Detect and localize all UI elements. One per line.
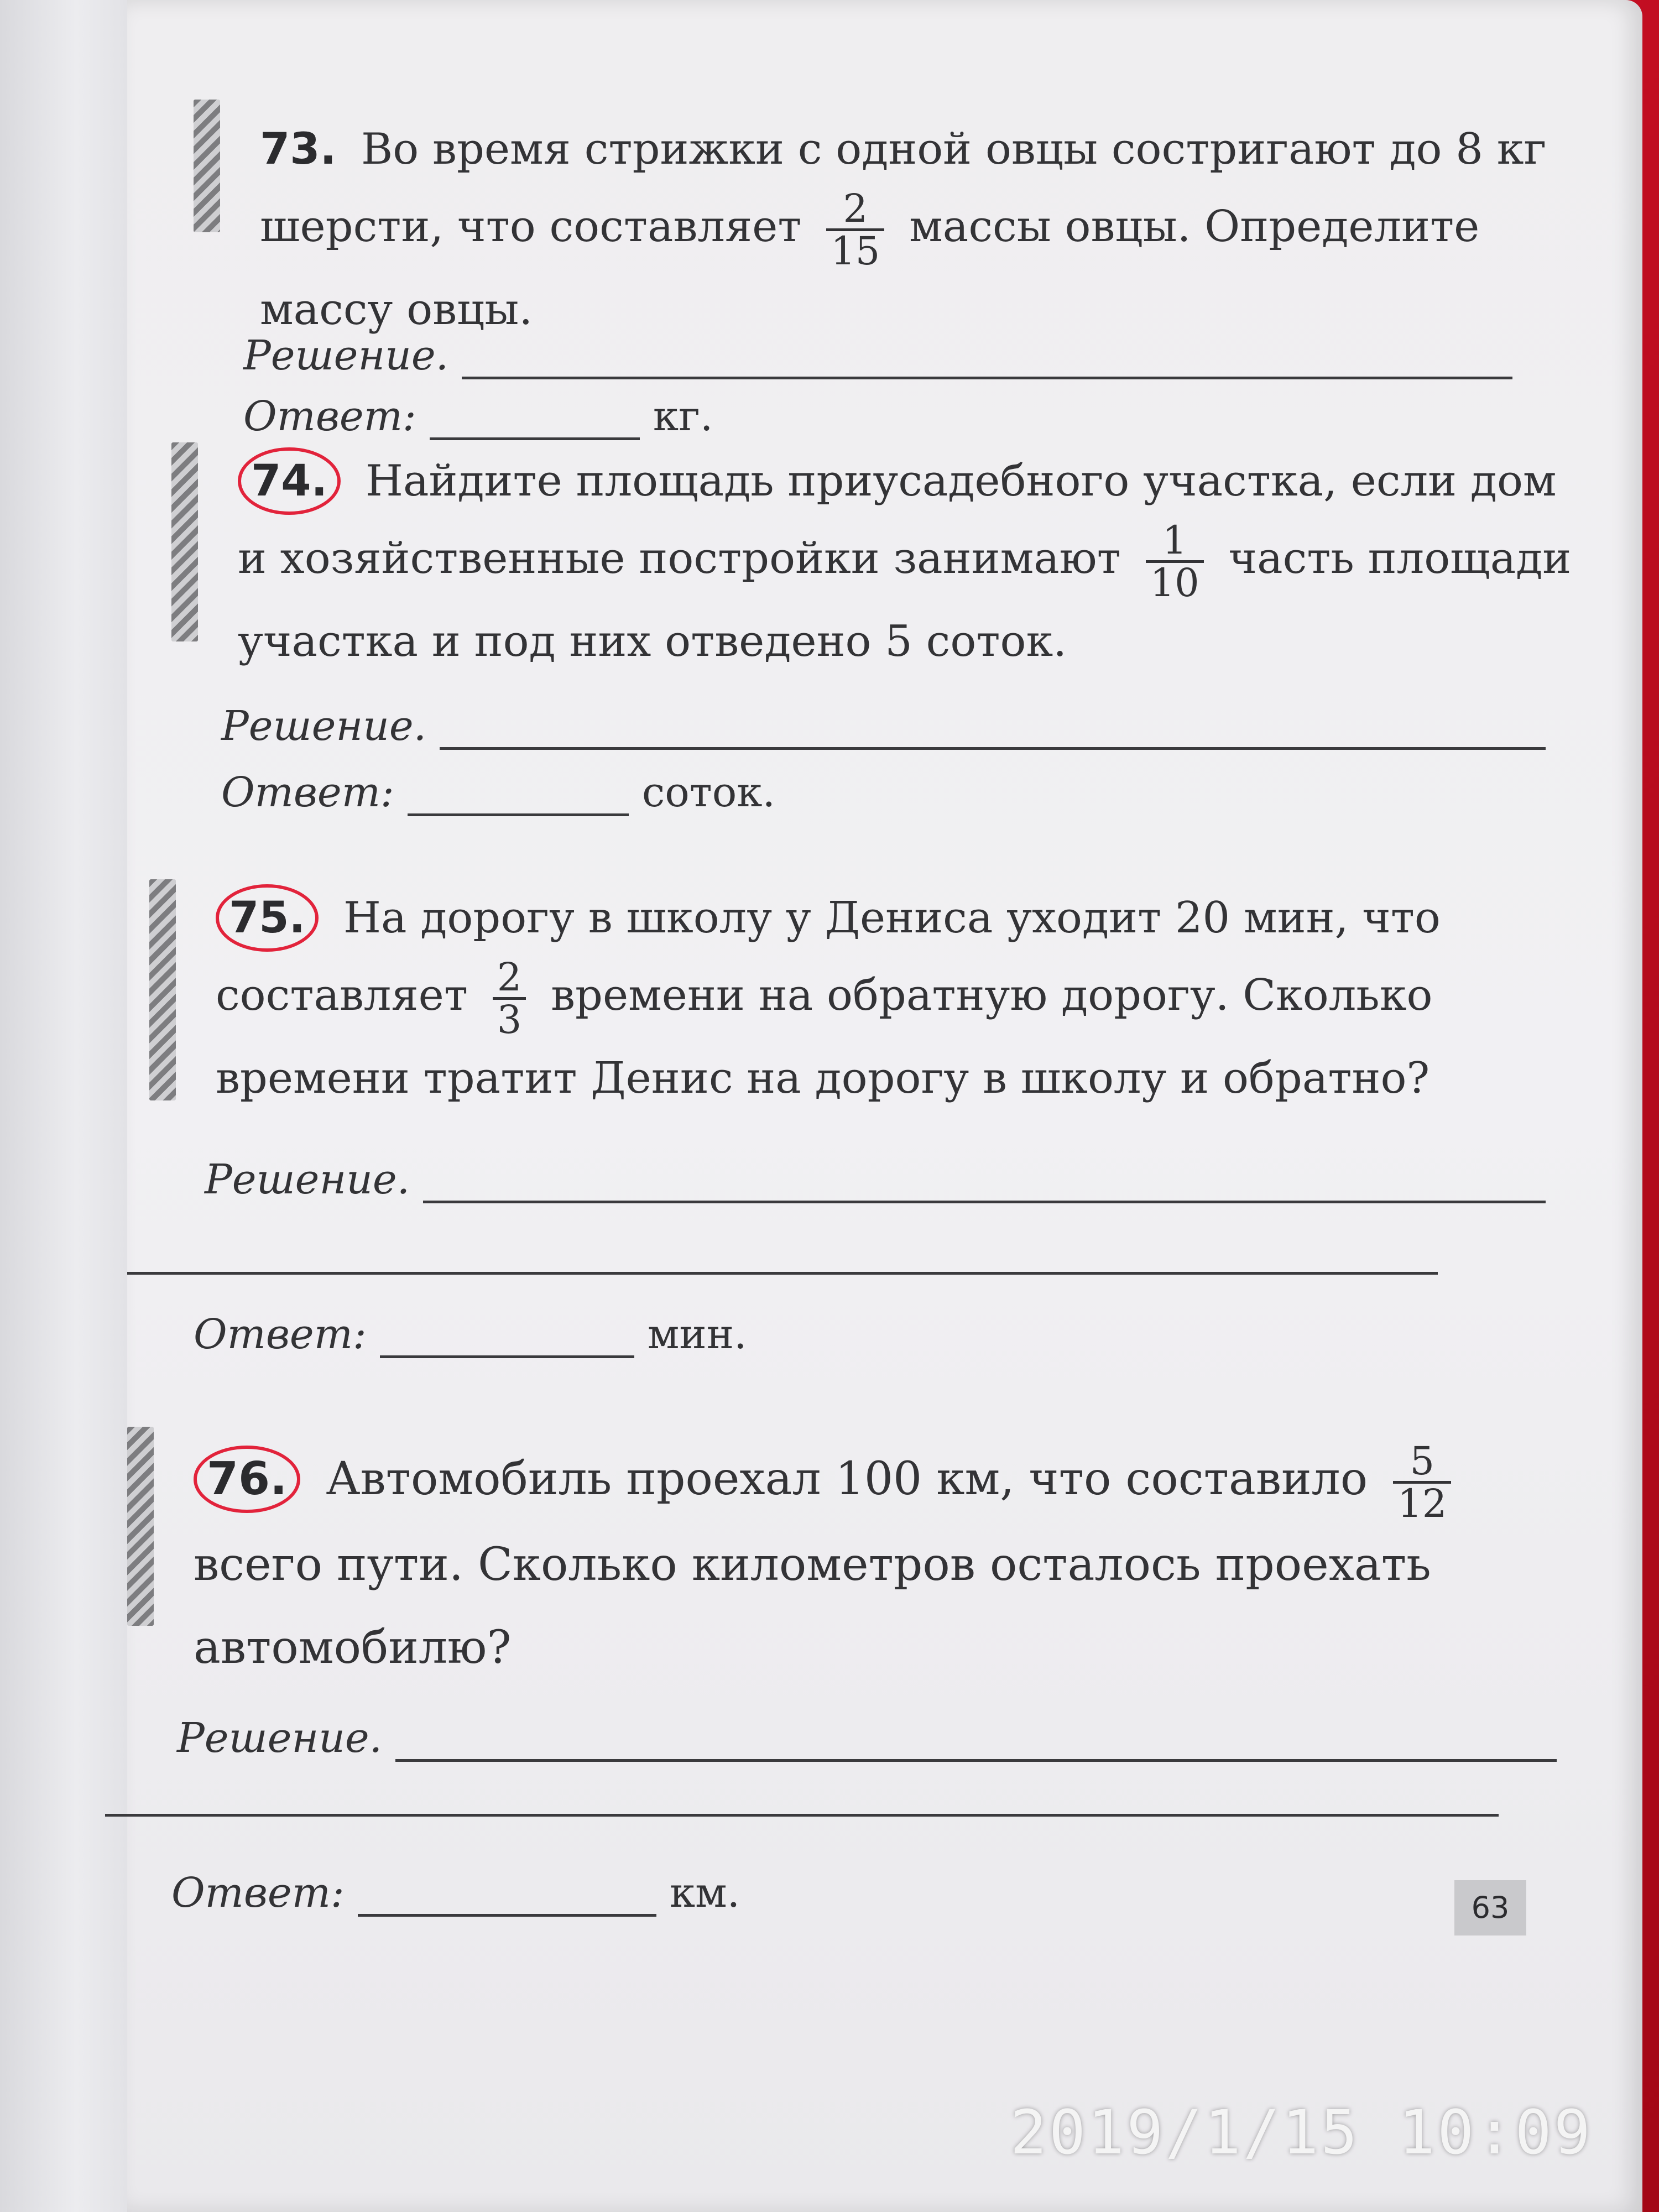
fraction-numerator: 1 [1146,520,1204,563]
photo-timestamp: 2019/1/15 10:09 [1010,2097,1593,2168]
answer-unit: соток. [641,769,776,816]
page-number: 63 [1454,1880,1526,1936]
answer-line[interactable] [430,432,640,440]
task-text [216,879,1576,1117]
task-75 [127,879,1620,1377]
task-number: 73. [260,124,337,174]
solution-line[interactable] [440,742,1546,750]
task-text-part-2: массы овцы. Определите массу овцы. [260,202,1480,335]
fraction-denominator: 3 [497,997,522,1042]
answer-label: Ответ: [243,393,416,440]
task-text-part-1: Найдите площадь приусадебного участка, если дом и хозяйственные постройки занимают [238,456,1557,583]
solution-label: Решение. [177,1714,383,1762]
answer-unit: мин. [647,1311,747,1358]
task-marker [127,1427,154,1626]
task-text [194,1438,1587,1689]
task-marker [149,879,176,1100]
solution-label: Решение. [205,1156,410,1203]
task-text-part-1: Во время стрижки с одной овцы состригают до 8 кг шерсти, что составляет [260,124,1547,252]
answer-label: Ответ: [221,769,394,816]
answer-line[interactable] [408,808,629,816]
answer-row [221,769,775,816]
answer-line[interactable] [380,1350,634,1358]
task-text-part-2: времени на обратную дорогу. Сколько времени тратит Денис на дорогу в школу и обратно? [216,971,1433,1103]
solution-line[interactable] [462,371,1512,379]
fraction-numerator: 2 [493,957,526,1000]
task-number: 76. [194,1446,300,1513]
task-73 [127,100,1620,442]
task-number: 74. [238,447,341,515]
solution-label: Решение. [243,332,449,379]
fraction-denominator: 10 [1150,560,1199,606]
answer-line[interactable] [358,1908,656,1917]
previous-page-edge [0,0,127,2212]
solution-row [221,702,1576,750]
fraction [1393,1438,1451,1526]
task-text [238,442,1576,680]
solution-label: Решение. [221,702,427,750]
fraction [493,954,526,1042]
task-74 [127,442,1620,841]
fraction-denominator: 15 [831,228,880,274]
task-marker [171,442,198,641]
solution-line[interactable] [395,1754,1557,1762]
answer-label: Ответ: [171,1869,345,1917]
solution-row [177,1714,1593,1762]
task-76 [127,1427,1620,1924]
solution-row [205,1156,1571,1203]
task-text-part-1: Автомобиль проехал 100 км, что составило [326,1453,1368,1505]
fraction-denominator: 12 [1397,1481,1447,1526]
fraction-numerator: 5 [1393,1441,1451,1484]
task-text-part-2: часть площади участка и под них отведено 5 соток. [238,534,1572,666]
fraction [1146,518,1204,606]
answer-unit: кг. [653,393,713,440]
solution-line[interactable] [423,1195,1546,1203]
fraction-numerator: 2 [826,189,884,231]
answer-row [171,1869,740,1917]
answer-label: Ответ: [194,1311,367,1358]
workbook-page [127,0,1642,2212]
answer-unit: км. [669,1869,740,1917]
task-text-part-1: На дорогу в школу у Дениса уходит 20 мин, что составляет [216,893,1441,1020]
solution-extra-line[interactable] [105,1814,1499,1817]
solution-row [243,332,1543,379]
task-marker [194,100,220,232]
task-text-part-2: всего пути. Сколько километров осталось проехать автомобилю? [194,1538,1431,1674]
fraction [826,186,884,274]
task-number: 75. [216,884,319,952]
solution-extra-line[interactable] [127,1272,1438,1275]
answer-row [194,1311,747,1358]
task-text [260,111,1587,348]
answer-row [243,393,713,440]
